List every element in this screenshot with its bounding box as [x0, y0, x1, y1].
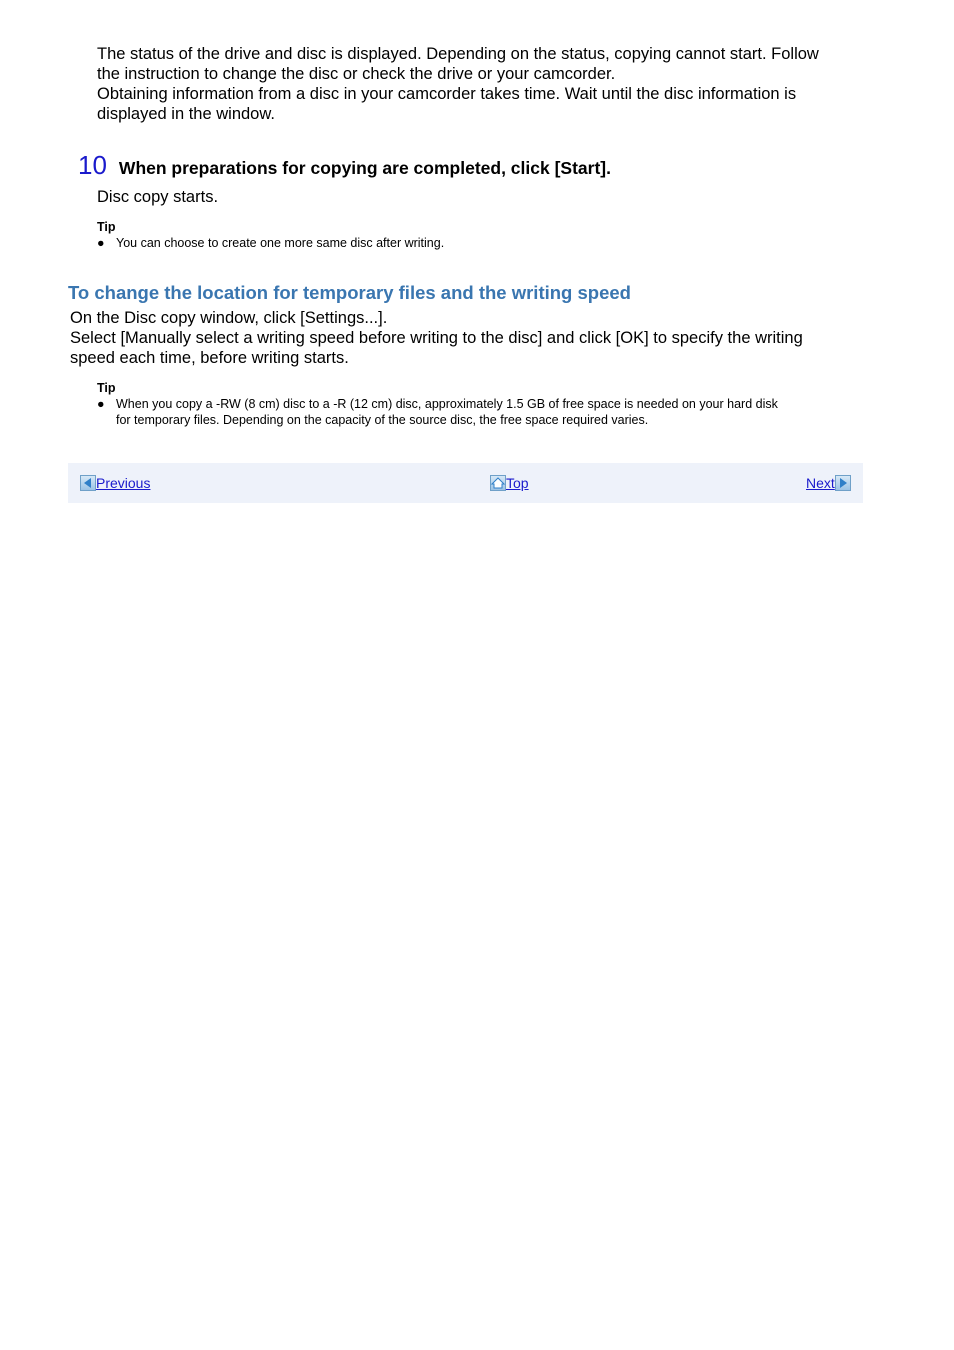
section-heading: To change the location for temporary files and the writing speed — [68, 282, 631, 303]
step-heading — [78, 150, 611, 180]
section-line: speed each time, before writing starts. — [70, 349, 349, 367]
navigation-bar — [68, 463, 863, 503]
next-link-label[interactable]: Next — [806, 475, 835, 491]
tip-item — [97, 235, 877, 251]
home-icon — [490, 475, 506, 491]
step-number: 10 — [78, 150, 107, 180]
tip-item-line: for temporary files. Depending on the capacity of the source disc, the free space required varies. — [116, 413, 649, 427]
bullet-icon: ● — [97, 397, 105, 411]
section-body — [70, 308, 870, 368]
tip-item-text: You can choose to create one more same disc after writing. — [116, 236, 445, 250]
arrow-right-icon — [835, 475, 851, 491]
top-link[interactable] — [490, 475, 529, 491]
intro-line: Obtaining information from a disc in your camcorder takes time. Wait until the disc information is — [97, 85, 797, 103]
top-link-label[interactable]: Top — [506, 475, 529, 491]
tip-list — [97, 396, 877, 428]
step-title: When preparations for copying are completed, click [Start]. — [118, 158, 611, 178]
previous-link[interactable] — [80, 475, 150, 491]
section-line: Select [Manually select a writing speed before writing to the disc] and click [OK] to specify the writing — [70, 329, 803, 347]
bullet-icon: ● — [97, 236, 105, 250]
next-link[interactable] — [806, 475, 851, 491]
tip-label: Tip — [97, 220, 116, 234]
intro-line: The status of the drive and disc is displayed. Depending on the status, copying cannot start. Follow — [97, 45, 819, 63]
tip-list — [97, 235, 877, 251]
tip-item-line: When you copy a -RW (8 cm) disc to a -R (12 cm) disc, approximately 1.5 GB of free space is needed on your hard disk — [116, 397, 778, 411]
tip-item — [97, 396, 877, 428]
tip-label: Tip — [97, 381, 116, 395]
intro-line: displayed in the window. — [97, 105, 275, 123]
section-line: On the Disc copy window, click [Settings...]. — [70, 309, 388, 327]
intro-line: the instruction to change the disc or check the drive or your camcorder. — [97, 65, 616, 83]
intro-paragraph — [97, 44, 887, 124]
step-result: Disc copy starts. — [97, 188, 219, 206]
arrow-left-icon — [80, 475, 96, 491]
previous-link-label[interactable]: Previous — [96, 475, 151, 491]
